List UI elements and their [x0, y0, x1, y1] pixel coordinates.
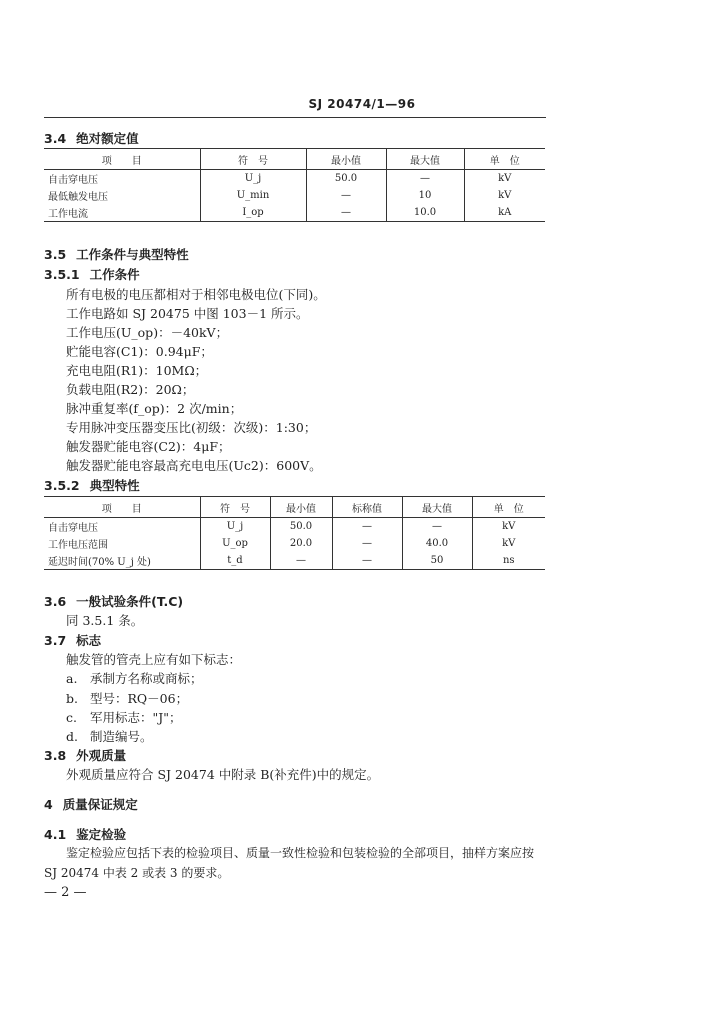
marking-key: a. [66, 671, 78, 686]
table-cell: — [332, 552, 402, 570]
working-condition-line: 负载电阻(R2)：20Ω； [66, 382, 195, 397]
table-row [44, 535, 545, 552]
section-4-1 [44, 825, 126, 843]
table-header: 项 目 [101, 503, 142, 515]
table-cell: 10 [386, 187, 464, 204]
table-row [44, 518, 545, 536]
section-number: 3.5.1 [44, 267, 80, 282]
table-cell: — [270, 552, 332, 570]
table-row [44, 187, 545, 204]
marking-value: 制造编号。 [90, 729, 153, 744]
table-cell: t_d [200, 552, 270, 570]
table-cell: — [402, 518, 472, 536]
working-condition-line: 工作电压(U_op)：－40kV； [66, 325, 229, 340]
section-number: 3.8 [44, 748, 67, 763]
table-cell: — [386, 170, 464, 188]
table-cell: — [306, 187, 386, 204]
section-title: 一般试验条件(T.C) [76, 594, 184, 609]
marking-key: b. [66, 691, 78, 706]
section-number: 3.7 [44, 633, 67, 648]
section-title: 外观质量 [76, 748, 127, 763]
table-header: 最大值 [386, 149, 464, 170]
document-header: SJ 20474/1—96 [308, 97, 416, 111]
page-number: — 2 — [44, 885, 87, 900]
section-title: 绝对额定值 [76, 131, 139, 146]
table-cell: 工作电流 [48, 209, 88, 220]
marking-key: c. [66, 710, 77, 725]
table-cell: — [306, 204, 386, 222]
table-header: 单 位 [464, 149, 545, 170]
table-cell: 50.0 [270, 518, 332, 536]
section-title: 鉴定检验 [76, 827, 127, 842]
section-3-5-1 [44, 265, 140, 283]
working-condition-line: 触发器贮能电容最高充电电压(Uc2)：600V。 [66, 458, 322, 473]
marking-item [66, 727, 153, 745]
table-header: 最小值 [306, 149, 386, 170]
section-number: 4 [44, 797, 53, 812]
table-cell: 50.0 [306, 170, 386, 188]
table-cell: 最低触发电压 [48, 192, 108, 203]
table-cell: I_op [200, 204, 306, 222]
marking-item [66, 708, 182, 726]
table-cell: kV [464, 170, 545, 188]
table-row [44, 552, 545, 570]
table-header: 单 位 [472, 497, 545, 518]
working-condition-line: 充电电阻(R1)：10MΩ； [66, 363, 208, 378]
section-title: 质量保证规定 [62, 797, 138, 812]
working-condition-line: 专用脉冲变压器变压比(初级：次级)：1:30； [66, 420, 317, 435]
section-3-6 [44, 592, 183, 610]
section-number: 3.5 [44, 247, 67, 262]
marking-item [66, 669, 203, 687]
section-number: 4.1 [44, 827, 67, 842]
working-condition-line: 贮能电容(C1)：0.94μF； [66, 344, 213, 359]
table-header: 符 号 [200, 497, 270, 518]
section-title: 典型特性 [89, 478, 140, 493]
section-3-8-text: 外观质量应符合 SJ 20474 中附录 B(补充件)中的规定。 [66, 767, 380, 782]
section-title: 标志 [76, 633, 102, 648]
table-cell: U_j [200, 170, 306, 188]
table-cell: — [332, 535, 402, 552]
table-cell: 40.0 [402, 535, 472, 552]
working-condition-line: 触发器贮能电容(C2)：4μF； [66, 439, 231, 454]
marking-item [66, 689, 188, 707]
table-cell: 延迟时间(70% U_j 处) [48, 557, 151, 568]
section-3-5-2 [44, 476, 140, 494]
absolute-ratings-table [44, 148, 545, 222]
table-cell: kV [472, 535, 545, 552]
table-header: 项 目 [101, 155, 142, 167]
table-cell: 自击穿电压 [48, 175, 98, 186]
section-4 [44, 795, 138, 813]
table-cell: — [332, 518, 402, 536]
section-number: 3.4 [44, 131, 67, 146]
working-condition-line: 脉冲重复率(f_op)：2 次/min； [66, 401, 243, 416]
header-rule [44, 117, 546, 118]
table-cell: 20.0 [270, 535, 332, 552]
working-condition-line: 所有电极的电压都相对于相邻电极电位(下同)。 [66, 287, 326, 302]
section-4-1-text: 鉴定检验应包括下表的检验项目、质量一致性检验和包装检验的全部项目，抽样方案应按 [66, 846, 535, 860]
section-3-8 [44, 746, 126, 764]
table-cell: U_min [200, 187, 306, 204]
section-title: 工作条件与典型特性 [76, 247, 189, 262]
table-cell: 自击穿电压 [48, 523, 98, 534]
table-cell: ns [472, 552, 545, 570]
table-cell: U_op [200, 535, 270, 552]
section-title: 工作条件 [89, 267, 140, 282]
table-row [44, 170, 545, 188]
table-header: 标称值 [332, 497, 402, 518]
table-cell: kV [464, 187, 545, 204]
table-cell: U_j [200, 518, 270, 536]
table-row [44, 204, 545, 222]
marking-value: 军用标志："J"； [90, 710, 182, 725]
typical-characteristics-table [44, 496, 545, 570]
table-header: 符 号 [200, 149, 306, 170]
table-cell: 10.0 [386, 204, 464, 222]
marking-value: 承制方名称或商标； [90, 671, 203, 686]
marking-key: d. [66, 729, 78, 744]
working-condition-line: 工作电路如 SJ 20475 中图 103－1 所示。 [66, 306, 309, 321]
section-3-4 [44, 129, 139, 147]
table-cell: 50 [402, 552, 472, 570]
section-3-6-text: 同 3.5.1 条。 [66, 613, 144, 628]
table-cell: kV [472, 518, 545, 536]
section-3-7 [44, 631, 101, 649]
table-header: 最小值 [270, 497, 332, 518]
section-4-1-text-cont: SJ 20474 中表 2 或表 3 的要求。 [44, 866, 230, 880]
table-cell: kA [464, 204, 545, 222]
marking-value: 型号：RQ－06； [90, 691, 189, 706]
section-number: 3.6 [44, 594, 67, 609]
table-cell: 工作电压范围 [48, 540, 108, 551]
section-3-5 [44, 245, 189, 263]
section-3-7-text: 触发管的管壳上应有如下标志： [66, 652, 242, 667]
section-number: 3.5.2 [44, 478, 80, 493]
table-header: 最大值 [402, 497, 472, 518]
